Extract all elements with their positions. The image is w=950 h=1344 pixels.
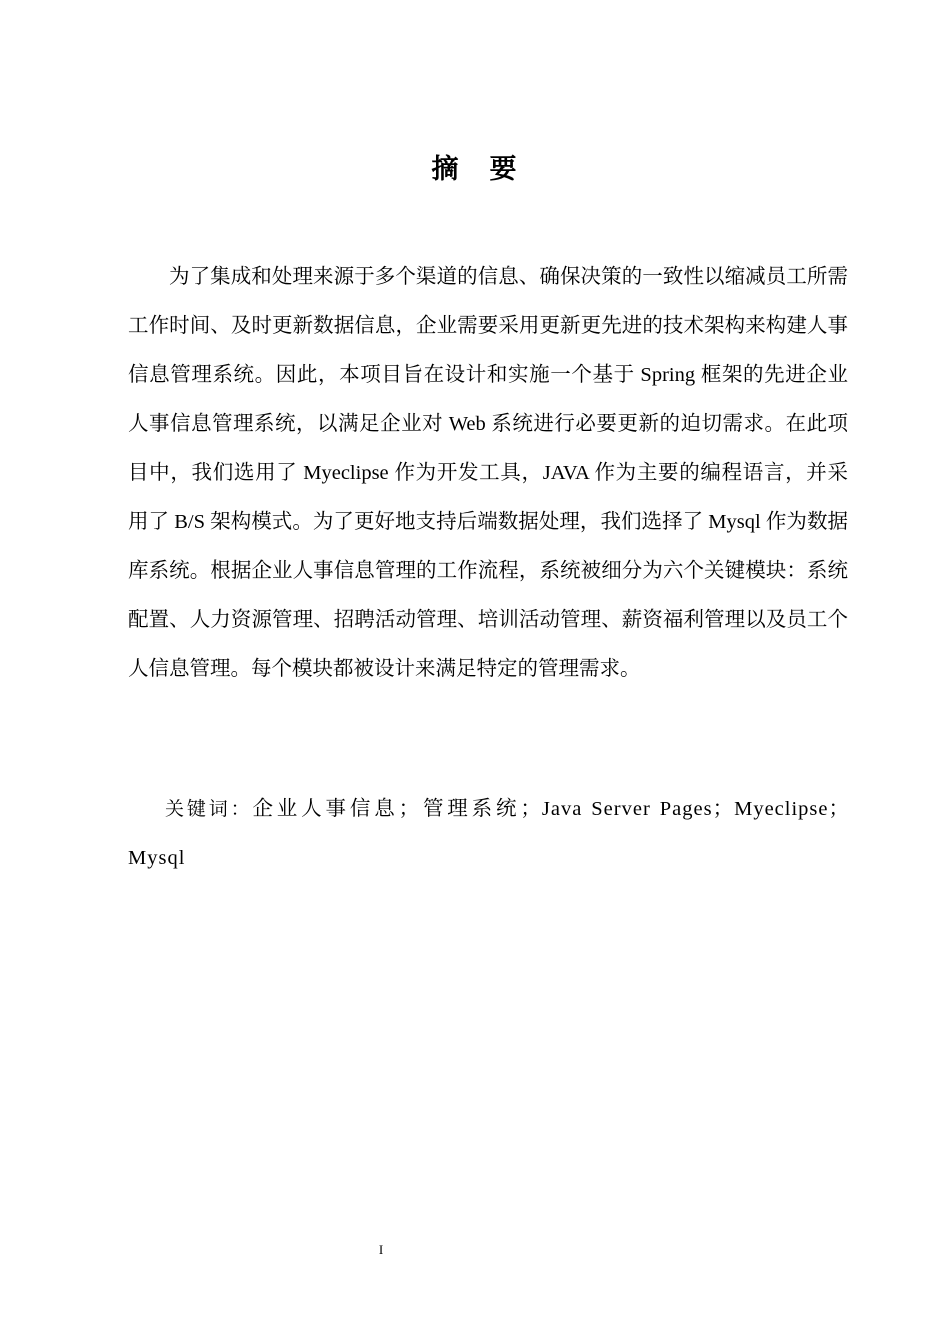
abstract-paragraph: 为了集成和处理来源于多个渠道的信息、确保决策的一致性以缩减员工所需工作时间、及时更新数据信息，企业需要采用更新更先进的技术架构来构建人事信息管理系统。因此，本项目旨在设计和实施一个基于 Spring 框架的先进企业人事信息管理系统，以满足企业对 Web 系统进行必要更新的迫切需求。在此项目中，我们选用了 Myeclipse 作为开发工具，JAVA 作为主要的编程语言，并采用了 B/S 架构模式。为了更好地支持后端数据处理，我们选择了 Mysql 作为数据库系统。根据企业人事信息管理的工作流程，系统被细分为六个关键模块：系统配置、人力资源管理、招聘活动管理、培训活动管理、薪资福利管理以及员工个人信息管理。每个模块都被设计来满足特定的管理需求。 <box>128 266 848 680</box>
page-title: 摘 要 <box>431 154 519 185</box>
keywords-list: 企业人事信息；管理系统；Java Server Pages；Myeclipse；Mysql <box>128 798 850 869</box>
page-number: I <box>378 1242 384 1257</box>
keywords-label: 关键词： <box>165 798 253 820</box>
keywords-line <box>128 785 850 883</box>
